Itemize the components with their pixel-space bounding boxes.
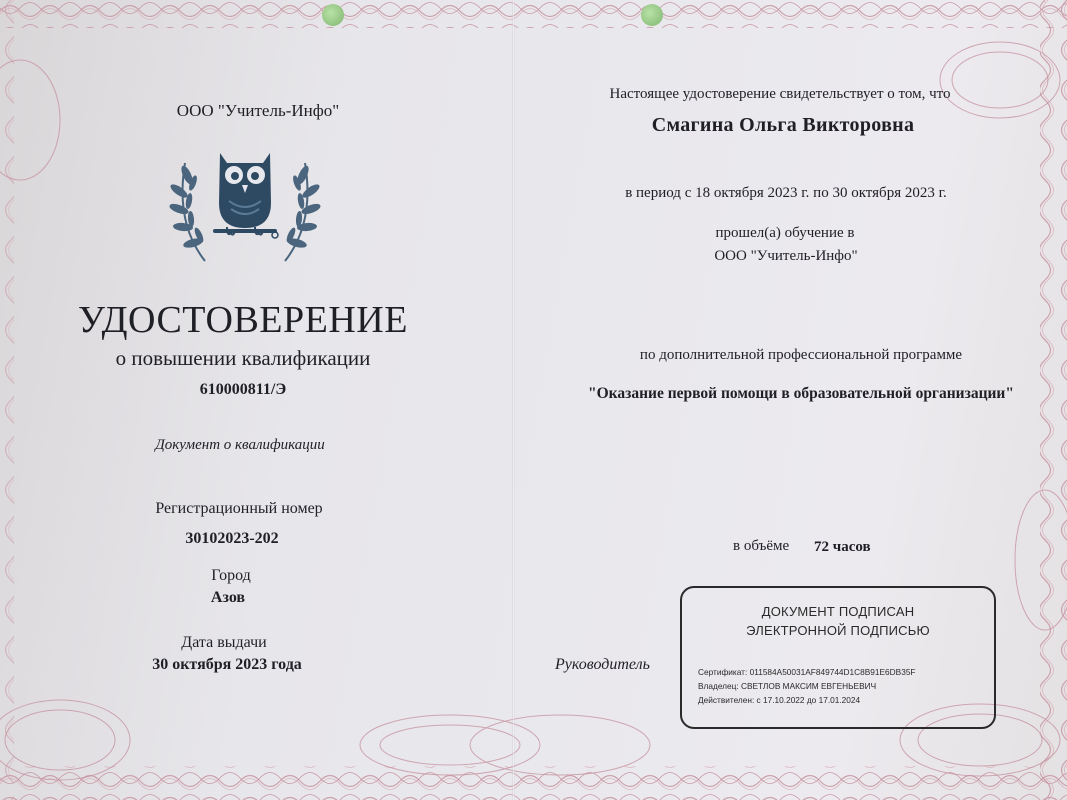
recipient-name: Смагина Ольга Викторовна	[651, 114, 915, 136]
city: Азов	[210, 589, 246, 606]
stamp-line-2: ЭЛЕКТРОННОЙ ПОДПИСЬЮ	[746, 623, 930, 638]
electronic-signature-stamp	[680, 586, 996, 729]
intro-text: Настоящее удостоверение свидетельствует о том, что	[609, 86, 951, 102]
document-subtitle: о повышении квалификации	[115, 346, 371, 370]
reg-number-label: Регистрационный номер	[155, 500, 323, 517]
left-org: ООО "Учитель-Инфо"	[176, 101, 340, 120]
program-label: по дополнительной профессиональной программе	[639, 347, 963, 363]
right-org: ООО "Учитель-Инфо"	[714, 248, 858, 264]
stamp-certificate: Сертификат: 011584A50031AF849744D1C8B91E6DB35F	[698, 667, 916, 677]
reg-number: 30102023-202	[185, 530, 279, 547]
document-type: Документ о квалификации	[155, 437, 325, 453]
stamp-owner: Владелец: СВЕТЛОВ МАКСИМ ЕВГЕНЬЕВИЧ	[698, 681, 877, 691]
stamp-line-1: ДОКУМЕНТ ПОДПИСАН	[761, 604, 915, 619]
owl-laurel-emblem-icon	[165, 143, 325, 268]
issue-date-label: Дата выдачи	[181, 634, 267, 651]
document-number: 610000811/Э	[199, 381, 287, 398]
hole-dot-left	[322, 4, 344, 26]
document-title: УДОСТОВЕРЕНИЕ	[78, 299, 408, 341]
city-label: Город	[211, 567, 251, 584]
study-period: в период с 18 октября 2023 г. по 30 октября 2023 г.	[625, 185, 947, 201]
issue-date: 30 октября 2023 года	[152, 656, 302, 673]
hole-dot-right	[641, 4, 663, 26]
program-name: "Оказание первой помощи в образовательной организации"	[588, 385, 1014, 402]
completed-text: прошел(а) обучение в	[715, 225, 855, 241]
center-fold	[512, 0, 515, 800]
head-label: Руководитель	[555, 656, 650, 673]
stamp-validity: Действителен: с 17.10.2022 до 17.01.2024	[698, 695, 861, 705]
volume-hours: 72 часов	[814, 539, 871, 555]
volume-label: в объёме	[733, 538, 790, 554]
